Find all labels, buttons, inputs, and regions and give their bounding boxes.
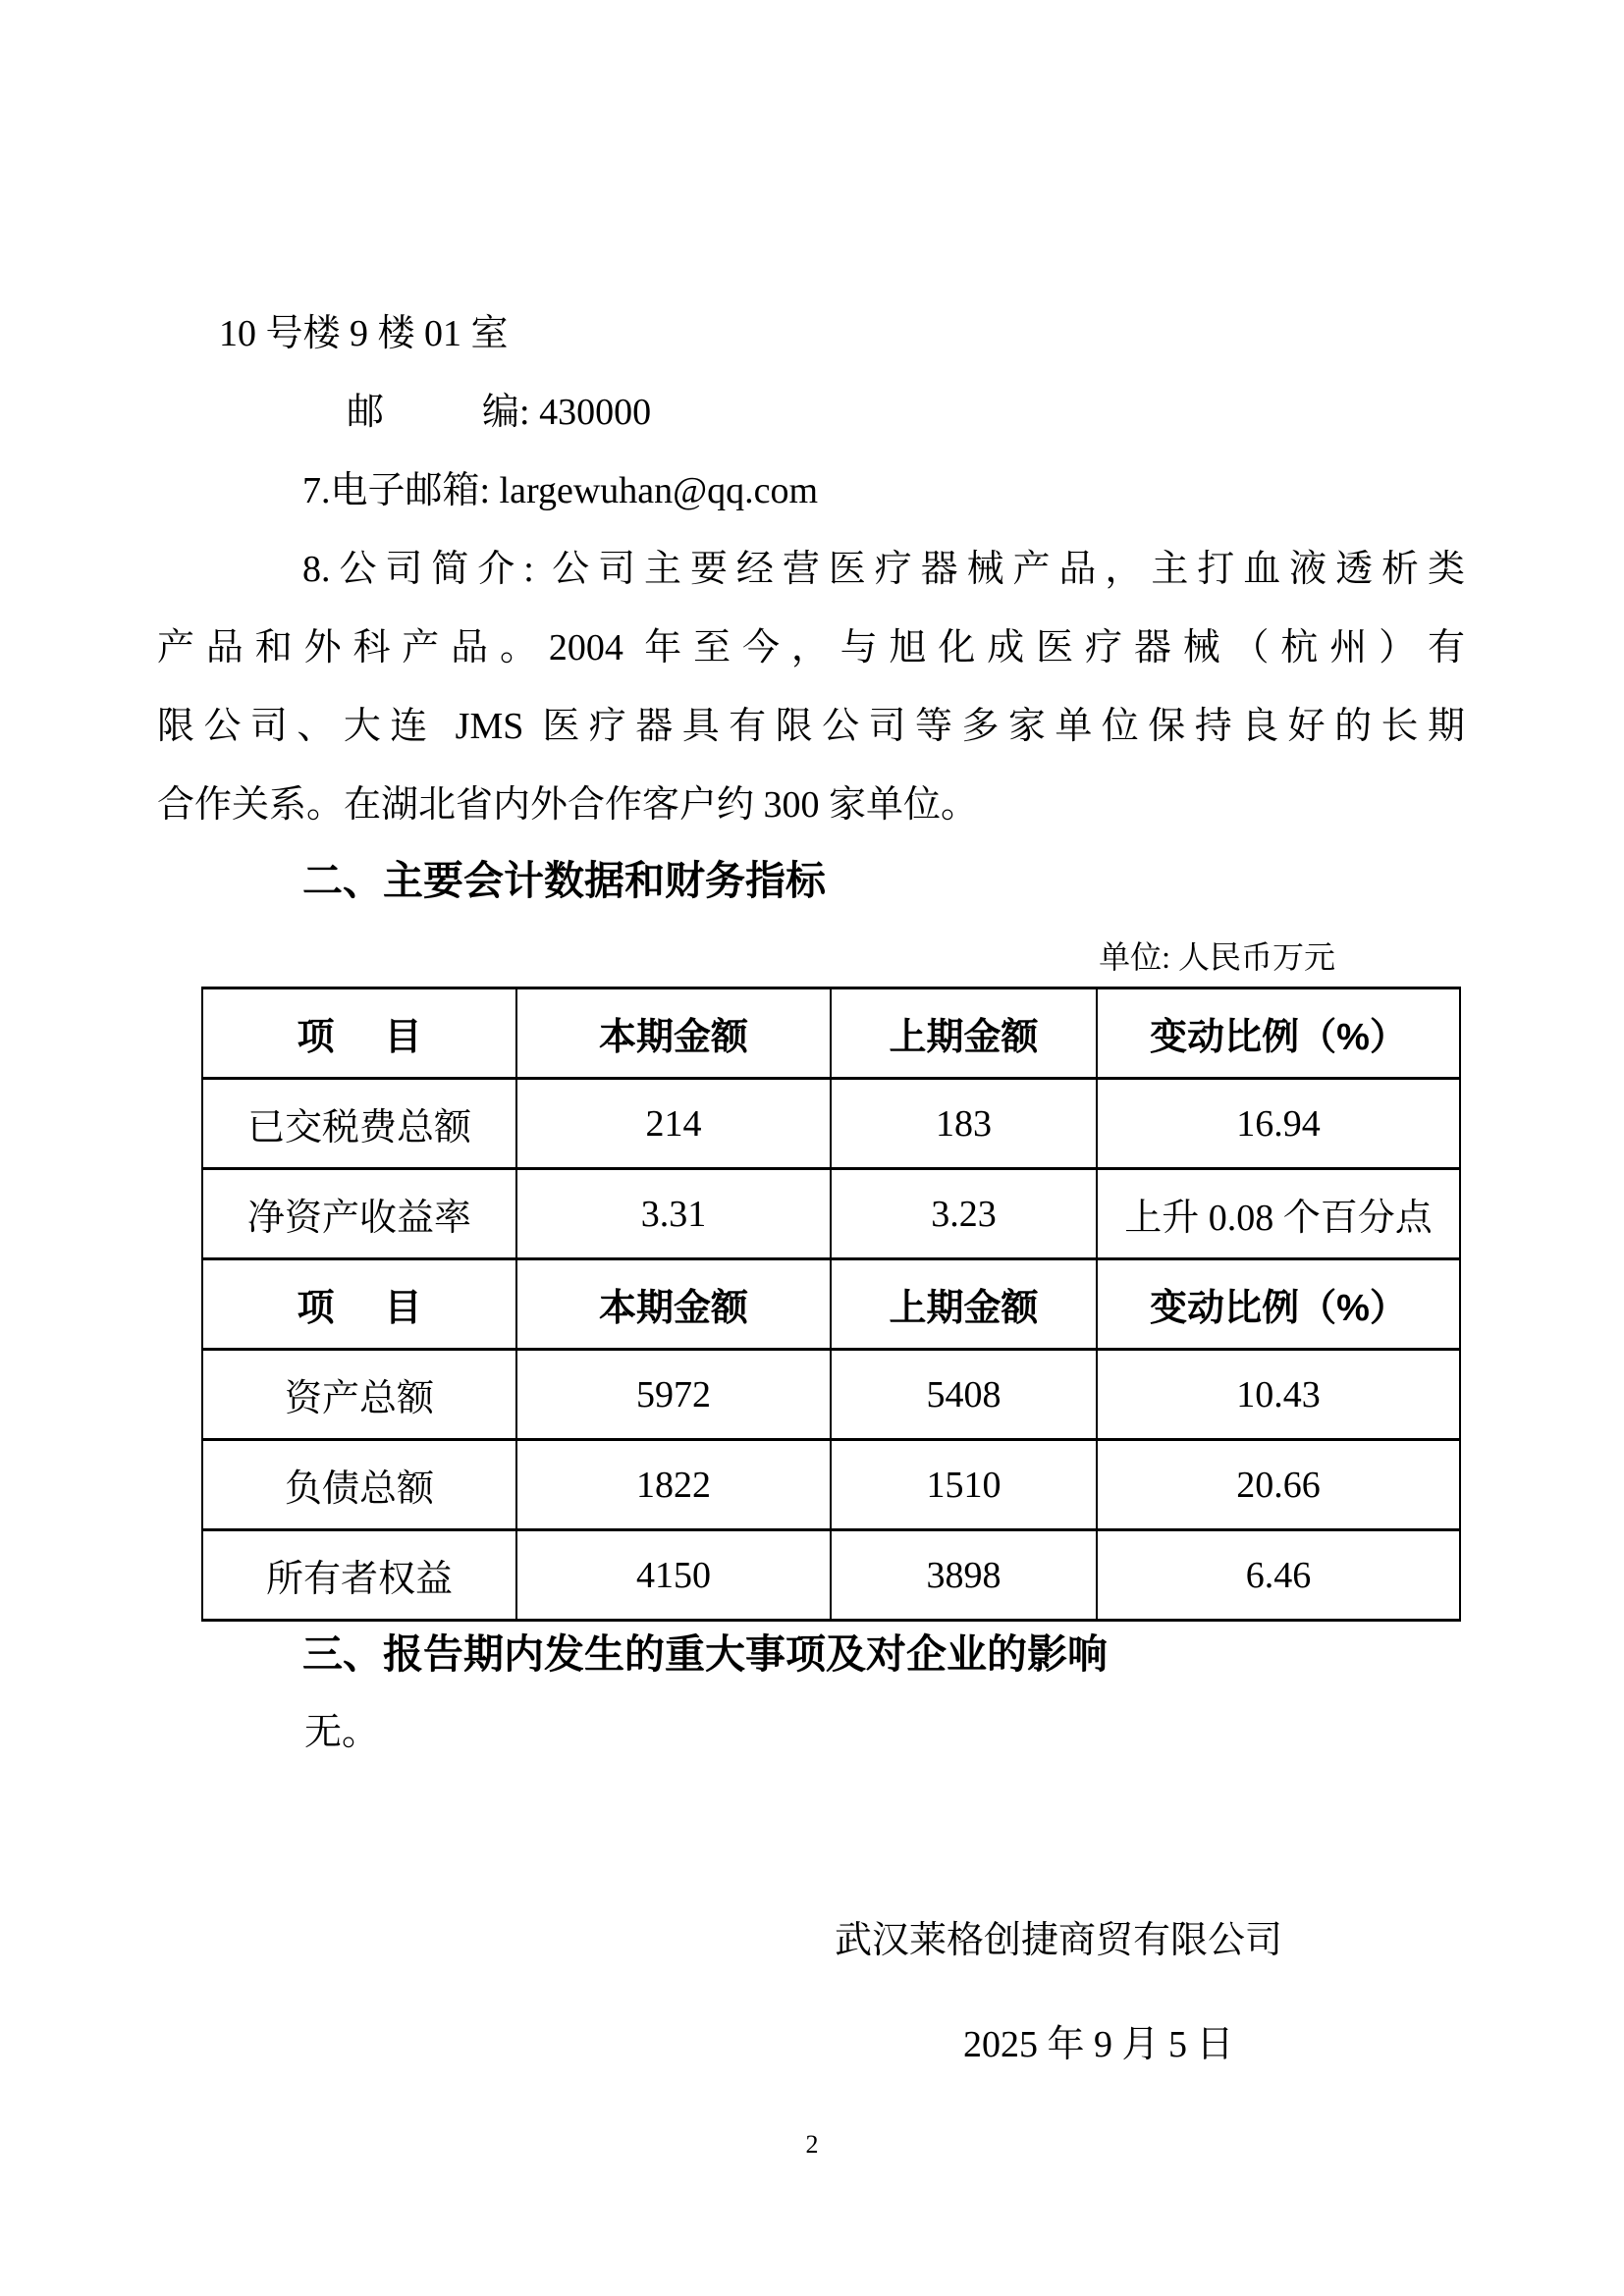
table-header-cell: 本期金额 — [516, 988, 831, 1079]
table-cell: 资产总额 — [202, 1350, 516, 1440]
section3-body: 无。 — [304, 1712, 380, 1753]
postal-code-line — [157, 373, 1465, 452]
table-unit-note: 单位: 人民币万元 — [1099, 939, 1335, 975]
table-cell: 5972 — [516, 1350, 831, 1440]
table-cell: 4150 — [516, 1530, 831, 1621]
table-cell: 3.31 — [516, 1169, 831, 1259]
table-header-cell: 变动比例（%） — [1097, 988, 1460, 1079]
table-cell: 1510 — [831, 1440, 1097, 1530]
postal-value: 编: 430000 — [482, 392, 652, 433]
table-cell: 净资产收益率 — [202, 1169, 516, 1259]
signature-company-name: 武汉莱格创捷商贸有限公司 — [835, 1920, 1283, 1961]
body-text-block — [157, 294, 1465, 844]
company-intro-line-1: 8.公司简介: 公司主要经营医疗器械产品，主打血液透析类 — [302, 549, 1465, 590]
table-cell: 20.66 — [1097, 1440, 1460, 1530]
postal-label: 邮 — [347, 392, 385, 433]
table-row — [202, 1079, 1460, 1169]
company-intro-line-4: 合作关系。在湖北省内外合作客户约 300 家单位。 — [157, 784, 979, 826]
table-header-cell: 上期金额 — [831, 988, 1097, 1079]
table-cell: 负债总额 — [202, 1440, 516, 1530]
signature-date: 2025 年 9 月 5 日 — [963, 2024, 1234, 2065]
table-header-row — [202, 1259, 1460, 1350]
table-cell: 已交税费总额 — [202, 1079, 516, 1169]
table-cell: 5408 — [831, 1350, 1097, 1440]
email-line: 7.电子邮箱: largewuhan@qq.com — [302, 470, 819, 511]
page-number: 2 — [805, 2130, 819, 2159]
company-intro-line-2: 产品和外科产品。2004 年至今，与旭化成医疗器械（杭州）有 — [157, 627, 1465, 668]
table-cell: 所有者权益 — [202, 1530, 516, 1621]
table-header-row — [202, 988, 1460, 1079]
address-continuation-line: 10 号楼 9 楼 01 室 — [219, 313, 509, 354]
financial-table — [201, 987, 1461, 1622]
company-intro-line-3: 限公司、大连 JMS 医疗器具有限公司等多家单位保持良好的长期 — [157, 706, 1465, 747]
table-row — [202, 1530, 1460, 1621]
table-row — [202, 1169, 1460, 1259]
table-header-cell: 本期金额 — [516, 1259, 831, 1350]
table-header-cell: 上期金额 — [831, 1259, 1097, 1350]
table-row — [202, 1350, 1460, 1440]
section2-heading: 二、主要会计数据和财务指标 — [302, 858, 826, 903]
table-cell: 3898 — [831, 1530, 1097, 1621]
table-cell: 183 — [831, 1079, 1097, 1169]
table-row — [202, 1440, 1460, 1530]
section3-heading: 三、报告期内发生的重大事项及对企业的影响 — [302, 1631, 1108, 1677]
table-cell: 1822 — [516, 1440, 831, 1530]
table-header-cell: 项 目 — [202, 1259, 516, 1350]
table-cell: 16.94 — [1097, 1079, 1460, 1169]
table-cell: 6.46 — [1097, 1530, 1460, 1621]
table-cell: 10.43 — [1097, 1350, 1460, 1440]
table-cell: 214 — [516, 1079, 831, 1169]
table-header-cell: 变动比例（%） — [1097, 1259, 1460, 1350]
table-header-cell: 项 目 — [202, 988, 516, 1079]
table-cell: 上升 0.08 个百分点 — [1097, 1169, 1460, 1259]
table-cell: 3.23 — [831, 1169, 1097, 1259]
